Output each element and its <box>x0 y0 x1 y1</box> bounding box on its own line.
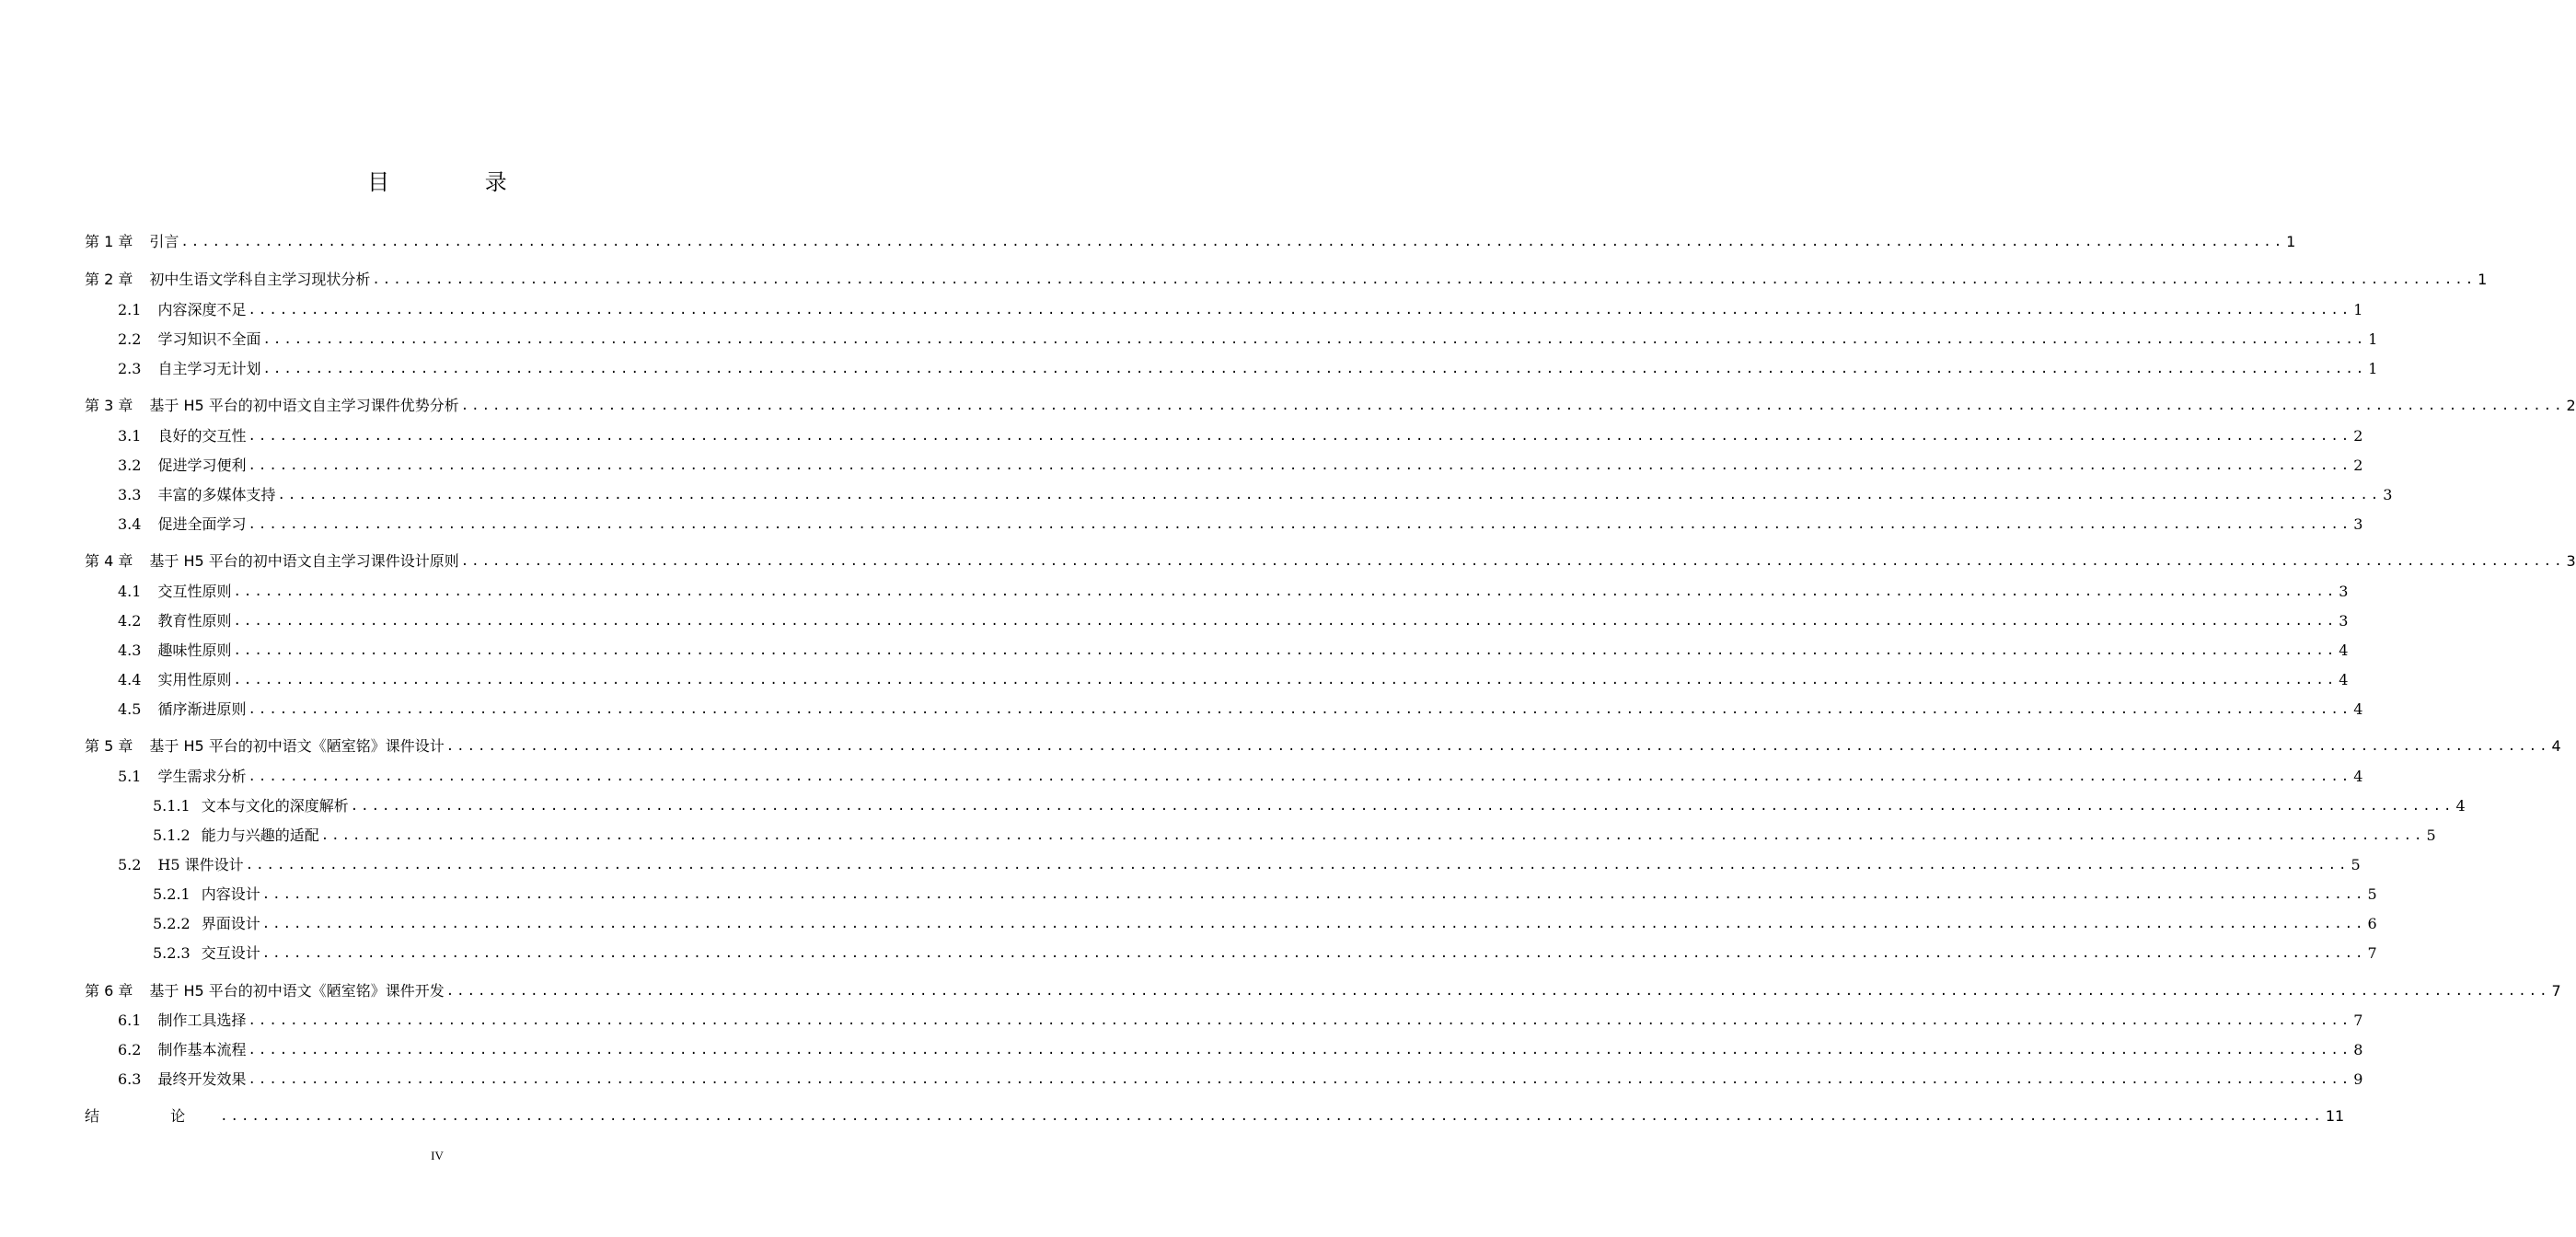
page-number-footer: IV <box>431 1149 444 1162</box>
toc-leader-dots: ........................................................................................................................................................................................................ <box>445 739 2550 754</box>
toc-entry-label <box>85 914 260 934</box>
toc-entry-number: 2.3 <box>118 360 142 377</box>
toc-section-entry[interactable] <box>85 1064 2363 1090</box>
toc-page-number: 4 <box>2339 671 2349 688</box>
toc-page-number: 7 <box>2367 944 2377 962</box>
toc-page-number: 1 <box>2286 233 2296 250</box>
toc-chapter-entry[interactable] <box>85 546 2576 572</box>
toc-entry-number: 5.1.1 <box>153 797 191 815</box>
toc-page-number: 2 <box>2353 427 2363 445</box>
toc-entry-label <box>85 641 231 661</box>
toc-entry-number: 3.2 <box>118 457 142 474</box>
toc-entry-title: 引言 <box>149 233 179 250</box>
toc-page-number: 7 <box>2551 982 2561 1000</box>
toc-entry-label <box>85 551 459 572</box>
toc-entry-label <box>85 943 260 964</box>
toc-chapter-entry[interactable] <box>85 731 2561 757</box>
toc-entry-label <box>85 329 260 350</box>
toc-leader-dots: ........................................................................................................................................................................................................ <box>320 828 2425 843</box>
toc-entry-label <box>85 300 246 320</box>
toc-entry-title: 文本与文化的深度解析 <box>201 797 349 815</box>
toc-entry-title: 交互设计 <box>201 944 260 962</box>
toc-page-number: 3 <box>2339 583 2349 600</box>
toc-page-number: 2 <box>2566 397 2576 414</box>
toc-entry-number: 4.2 <box>118 612 142 630</box>
toc-entry-label <box>85 1011 246 1031</box>
toc-leader-dots: ........................................................................................................................................................................................................ <box>248 517 2352 532</box>
toc-subsection-entry[interactable] <box>85 938 2377 964</box>
toc-leader-dots: ........................................................................................................................................................................................................ <box>261 946 2366 961</box>
toc-entry-label <box>85 981 445 1001</box>
toc-section-entry[interactable] <box>85 665 2349 690</box>
toc-entry-number: 5.2 <box>118 856 142 873</box>
toc-section-entry[interactable] <box>85 850 2361 875</box>
toc-entry-title: 能力与兴趣的适配 <box>201 827 319 844</box>
toc-page-number: 4 <box>2353 700 2363 718</box>
toc-entry-label <box>85 670 231 690</box>
toc-chapter-entry[interactable] <box>85 390 2576 416</box>
toc-entry-label <box>85 1040 246 1060</box>
toc-entry-label <box>85 485 275 505</box>
toc-section-entry[interactable] <box>85 1035 2363 1060</box>
toc-subsection-entry[interactable] <box>85 908 2377 934</box>
toc-entry-number: 2.1 <box>118 301 142 318</box>
toc-entry-number: 第 4 章 <box>85 552 133 570</box>
toc-page-number: 1 <box>2368 330 2378 348</box>
toc-entry-title: 交互性原则 <box>157 583 232 600</box>
toc-subsection-entry[interactable] <box>85 879 2377 905</box>
toc-entry-number: 2.2 <box>118 330 142 348</box>
toc-page-number: 3 <box>2339 612 2349 630</box>
toc-entry-title: 内容深度不足 <box>157 301 247 318</box>
toc-section-entry[interactable] <box>85 480 2393 505</box>
toc-entry-label <box>85 884 260 905</box>
toc-leader-dots: ........................................................................................................................................................................................................ <box>350 799 2455 814</box>
toc-page-number: 4 <box>2339 642 2349 659</box>
toc-section-entry[interactable] <box>85 324 2378 350</box>
toc-section-entry[interactable] <box>85 509 2363 535</box>
toc-entry-number: 6.3 <box>118 1070 142 1088</box>
toc-entry-number: 3.4 <box>118 515 142 533</box>
toc-entry-number: 第 2 章 <box>85 271 133 288</box>
toc-leader-dots: ........................................................................................................................................................................................................ <box>180 235 2285 249</box>
toc-entry-title: 基于 H5 平台的初中语文《陋室铭》课件开发 <box>149 982 445 1000</box>
toc-entry-label <box>85 736 445 757</box>
toc-page-number: 5 <box>2426 827 2436 844</box>
toc-page-number: 8 <box>2353 1041 2363 1058</box>
toc-leader-dots: ........................................................................................................................................................................................................ <box>262 362 2367 376</box>
toc-entry-label <box>85 396 459 416</box>
toc-page-number: 1 <box>2353 301 2363 318</box>
toc-entry-title: 学习知识不全面 <box>157 330 261 348</box>
toc-leader-dots: ........................................................................................................................................................................................................ <box>233 584 2338 599</box>
toc-subsection-entry[interactable] <box>85 791 2466 816</box>
toc-leader-dots: ........................................................................................................................................................................................................ <box>233 643 2338 658</box>
toc-page-number: 3 <box>2383 486 2393 503</box>
toc-leader-dots: ........................................................................................................................................................................................................ <box>372 272 2477 287</box>
toc-section-entry[interactable] <box>85 694 2363 720</box>
toc-page-number: 3 <box>2566 552 2576 570</box>
toc-leader-dots: ........................................................................................................................................................................................................ <box>261 917 2366 931</box>
toc-entry-title: 基于 H5 平台的初中语文《陋室铭》课件设计 <box>149 737 445 755</box>
toc-entry-title: 制作基本流程 <box>157 1041 247 1058</box>
toc-entry-title: 促进学习便利 <box>157 457 247 474</box>
toc-entry-label <box>85 855 244 875</box>
toc-leader-dots: ........................................................................................................................................................................................................ <box>248 1072 2352 1087</box>
toc-entry-number: 5.1 <box>118 768 142 785</box>
toc-leader-dots: ........................................................................................................................................................................................................ <box>248 769 2352 784</box>
toc-entry-title: 基于 H5 平台的初中语文自主学习课件设计原则 <box>149 552 459 570</box>
toc-leader-dots: ........................................................................................................................................................................................................ <box>233 614 2338 629</box>
toc-entry-number: 4.4 <box>118 671 142 688</box>
toc-section-entry[interactable] <box>85 761 2363 787</box>
toc-entry-number: 5.2.2 <box>153 915 191 932</box>
toc-entry-number: 5.1.2 <box>153 827 191 844</box>
toc-section-entry[interactable] <box>85 295 2363 320</box>
toc-entry-title: H5 课件设计 <box>157 856 244 873</box>
toc-section-entry[interactable] <box>85 576 2349 602</box>
toc-chapter-entry[interactable] <box>85 976 2561 1001</box>
toc-entry-number: 6.2 <box>118 1041 142 1058</box>
toc-section-entry[interactable] <box>85 606 2349 631</box>
toc-entry-number: 第 3 章 <box>85 397 133 414</box>
toc-section-entry[interactable] <box>85 353 2378 379</box>
toc-leader-dots: ........................................................................................................................................................................................................ <box>262 332 2367 347</box>
toc-subsection-entry[interactable] <box>85 820 2436 846</box>
toc-entry-number: 第 1 章 <box>85 233 133 250</box>
toc-entry-number: 第 5 章 <box>85 737 133 755</box>
toc-entry-title: 界面设计 <box>201 915 260 932</box>
toc-entry-label <box>85 1069 246 1090</box>
toc-entry-title: 良好的交互性 <box>157 427 247 445</box>
toc-page-number: 4 <box>2353 768 2363 785</box>
toc-chapter-entry[interactable] <box>85 1101 2345 1127</box>
toc-entry-number: 3.3 <box>118 486 142 503</box>
toc-entry-label <box>85 232 179 252</box>
toc-chapter-entry[interactable] <box>85 226 2296 252</box>
toc-section-entry[interactable] <box>85 635 2349 661</box>
toc-page-number: 11 <box>2325 1107 2345 1125</box>
toc-entry-number: 3.1 <box>118 427 142 445</box>
page-title: 目 录 <box>367 169 551 195</box>
toc-leader-dots: ........................................................................................................................................................................................................ <box>248 1013 2352 1028</box>
toc-entry-title: 初中生语文学科自主学习现状分析 <box>149 271 371 288</box>
toc-entry-number: 结 论 <box>85 1107 219 1125</box>
toc-entry-label <box>85 582 231 602</box>
toc-page-number: 7 <box>2353 1012 2363 1029</box>
toc-leader-dots: ........................................................................................................................................................................................................ <box>261 887 2366 902</box>
toc-entry-title: 内容设计 <box>201 885 260 903</box>
toc-leader-dots: ........................................................................................................................................................................................................ <box>233 673 2338 688</box>
toc-entry-label <box>85 359 260 379</box>
toc-entry-title: 最终开发效果 <box>157 1070 247 1088</box>
toc-entry-label <box>85 699 246 720</box>
toc-page-number: 1 <box>2368 360 2378 377</box>
toc-page-number: 2 <box>2353 457 2363 474</box>
toc-leader-dots: ........................................................................................................................................................................................................ <box>460 399 2565 413</box>
toc-section-entry[interactable] <box>85 421 2363 446</box>
toc-leader-dots: ........................................................................................................................................................................................................ <box>248 429 2352 444</box>
toc-entry-title: 趣味性原则 <box>157 642 232 659</box>
toc-section-entry[interactable] <box>85 450 2363 476</box>
toc-leader-dots: ........................................................................................................................................................................................................ <box>220 1109 2324 1124</box>
toc-entry-number: 5.2.3 <box>153 944 191 962</box>
toc-entry-label <box>85 514 246 535</box>
toc-entry-label <box>85 1106 218 1127</box>
toc-entry-title: 教育性原则 <box>157 612 232 630</box>
toc-entry-title: 循序渐进原则 <box>157 700 247 718</box>
toc-leader-dots: ........................................................................................................................................................................................................ <box>248 303 2352 318</box>
toc-page-number: 1 <box>2478 271 2488 288</box>
toc-entry-number: 5.2.1 <box>153 885 191 903</box>
toc-entry-title: 学生需求分析 <box>157 768 247 785</box>
toc-leader-dots: ........................................................................................................................................................................................................ <box>277 488 2382 503</box>
toc-entry-number: 4.1 <box>118 583 142 600</box>
toc-entry-title: 自主学习无计划 <box>157 360 261 377</box>
toc-page-number: 4 <box>2551 737 2561 755</box>
toc-leader-dots: ........................................................................................................................................................................................................ <box>245 858 2350 873</box>
toc-entry-label <box>85 767 246 787</box>
toc-chapter-entry[interactable] <box>85 264 2488 290</box>
toc-entry-number: 6.1 <box>118 1012 142 1029</box>
toc-section-entry[interactable] <box>85 1005 2363 1031</box>
toc-entry-title: 基于 H5 平台的初中语文自主学习课件优势分析 <box>149 397 459 414</box>
toc-entry-title: 促进全面学习 <box>157 515 247 533</box>
toc-entry-number: 4.3 <box>118 642 142 659</box>
toc-leader-dots: ........................................................................................................................................................................................................ <box>460 554 2565 569</box>
toc-leader-dots: ........................................................................................................................................................................................................ <box>445 984 2550 999</box>
toc-page-number: 3 <box>2353 515 2363 533</box>
toc-leader-dots: ........................................................................................................................................................................................................ <box>248 1043 2352 1058</box>
toc-entry-label <box>85 426 246 446</box>
toc-page-number: 5 <box>2367 885 2377 903</box>
toc-page-number: 4 <box>2455 797 2466 815</box>
toc-entry-label <box>85 611 231 631</box>
toc-entry-label <box>85 826 319 846</box>
toc-entry-title: 制作工具选择 <box>157 1012 247 1029</box>
toc-page-number: 9 <box>2353 1070 2363 1088</box>
toc-page-number: 6 <box>2367 915 2377 932</box>
toc-page-number: 5 <box>2351 856 2361 873</box>
toc-entry-label <box>85 456 246 476</box>
toc-entry-number: 4.5 <box>118 700 142 718</box>
toc-leader-dots: ........................................................................................................................................................................................................ <box>248 458 2352 473</box>
toc-entry-title: 实用性原则 <box>157 671 232 688</box>
toc-leader-dots: ........................................................................................................................................................................................................ <box>248 702 2352 717</box>
toc-entry-number: 第 6 章 <box>85 982 133 1000</box>
toc-entry-title: 丰富的多媒体支持 <box>157 486 276 503</box>
toc-entry-label <box>85 270 370 290</box>
toc-entry-label <box>85 796 349 816</box>
